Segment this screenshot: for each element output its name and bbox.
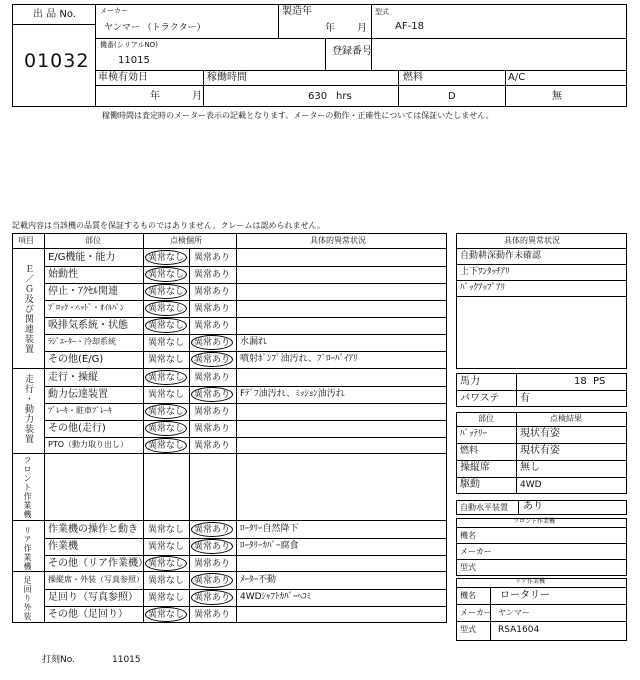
maker-label: メーカー [100, 7, 128, 15]
row-part: 動力伝達装置 [48, 389, 108, 400]
option-normal: 異常なし [148, 390, 185, 400]
circle-mark-abnormal [191, 590, 233, 605]
part-value-battery: 現状有姿 [520, 428, 560, 439]
option-abnormal: 異常あり [194, 270, 231, 280]
row-part: 足回り（写真参照） [48, 592, 138, 603]
option-normal: 異常なし [148, 270, 185, 280]
part-label-cab: 操縦席 [460, 462, 490, 473]
row-part: ﾗｼﾞｴｰﾀｰ・冷却系統 [48, 337, 116, 346]
option-normal: 異常なし [148, 576, 185, 586]
option-abnormal: 異常あり [194, 576, 231, 586]
row-part: その他(E/G) [48, 354, 104, 365]
inspection-label: 車検有効日 [98, 72, 148, 83]
hours-note: 稼働時間は査定時のメーター表示の記載となります。メーターの動作・正確性については保証いたしません。 [102, 111, 494, 120]
power-label: 馬力 [460, 376, 480, 387]
circle-mark-abnormal [191, 539, 233, 554]
option-abnormal: 異常あり [194, 338, 231, 348]
circle-mark-normal [145, 267, 187, 282]
auto-level-value: あり [523, 501, 543, 512]
model-value: AF-18 [395, 21, 424, 32]
rear-name-label: 機名 [460, 591, 476, 600]
circle-mark-normal [145, 607, 187, 622]
option-normal: 異常なし [148, 407, 185, 417]
option-normal: 異常なし [148, 542, 185, 552]
abnormal-item-2: 上下ﾜﾝﾀｯﾁｱﾘ [460, 267, 510, 277]
group-title-chassis: 足回り外装 [23, 576, 32, 621]
part-label-fuel: 燃料 [460, 446, 479, 456]
option-abnormal: 異常あり [194, 593, 231, 603]
registration-label: 登録番号 [332, 46, 372, 57]
row-part: 操縦席・外装（写真参照） [48, 575, 144, 584]
row-part: ﾌﾞﾚｰｷ・駐車ﾌﾞﾚｰｷ [48, 406, 112, 415]
row-part: 吸排気系統・状態 [48, 320, 128, 331]
part-value-drive: 4WD [520, 480, 542, 490]
option-normal: 異常なし [148, 373, 185, 383]
row-detail: ﾛｰﾀﾘｰｶﾊﾞｰ腐食 [240, 541, 299, 551]
header-part: 部位 [85, 236, 101, 245]
option-abnormal: 異常あり [194, 559, 231, 569]
power-steering-label: パワステ [460, 393, 500, 404]
row-detail: 水漏れ [240, 337, 268, 347]
row-part: 停止・ｱｸｾﾙ関連 [48, 286, 118, 297]
rear-maker-label: メーカー [460, 608, 492, 617]
abnormal-header: 具体的異常状況 [504, 236, 560, 245]
option-normal: 異常なし [148, 525, 185, 535]
front-name-label: 機名 [460, 531, 476, 540]
auto-level-label: 自動水平装置 [460, 503, 508, 512]
option-abnormal: 異常あり [194, 525, 231, 535]
row-part: 作業機の操作と動き [48, 524, 138, 535]
row-detail: 噴射ﾎﾟﾝﾌﾟ油汚れ、ﾌﾞﾛｰﾊﾞｲｱﾘ [240, 354, 358, 364]
serial-number: 01032 [24, 50, 90, 72]
circle-mark-normal [145, 370, 187, 385]
row-part: PTO（動力取り出し） [48, 440, 129, 449]
group-title-drive: 走行・動力装置 [23, 374, 33, 444]
option-abnormal: 異常あり [194, 287, 231, 297]
machine-no-label: 機番(シリアルNO) [100, 41, 158, 49]
hours-label: 稼働時間 [207, 72, 247, 83]
option-normal: 異常なし [148, 338, 185, 348]
row-part: 始動性 [48, 269, 78, 280]
abnormal-item-1: 自動耕深動作未確認 [460, 251, 542, 261]
part-label-battery: ﾊﾞｯﾃﾘｰ [460, 429, 488, 439]
option-normal: 異常なし [148, 355, 185, 365]
circle-mark-normal [145, 404, 187, 419]
option-normal: 異常なし [148, 610, 185, 620]
front-implement-header: フロント作業機 [513, 518, 556, 525]
rear-model-label: 型式 [460, 625, 476, 634]
option-normal: 異常なし [148, 304, 185, 314]
inspection-month-unit: 月 [192, 91, 202, 102]
row-part: その他(走行) [48, 423, 106, 434]
option-normal: 異常なし [148, 287, 185, 297]
option-normal: 異常なし [148, 559, 185, 569]
parts-header: 部位 [478, 414, 494, 423]
circle-mark-normal [145, 421, 187, 436]
option-normal: 異常なし [148, 424, 185, 434]
option-abnormal: 異常あり [194, 373, 231, 383]
fuel-label: 燃料 [403, 72, 423, 83]
circle-mark-normal [145, 250, 187, 265]
fuel-value: D [448, 91, 456, 102]
circle-mark-normal [145, 438, 187, 453]
front-model-label: 型式 [460, 563, 476, 572]
year-unit: 年 [325, 23, 335, 34]
circle-mark-abnormal [191, 573, 233, 588]
row-detail: ﾒｰﾀｰ不動 [240, 575, 277, 585]
option-abnormal: 異常あり [194, 304, 231, 314]
row-part: E/G機能・能力 [48, 252, 116, 263]
row-part: 走行・操縦 [48, 372, 98, 383]
circle-mark-normal [145, 284, 187, 299]
part-value-fuel: 現状有姿 [520, 445, 560, 456]
circle-mark-abnormal [191, 522, 233, 537]
header-check: 点検個所 [170, 236, 202, 245]
option-normal: 異常なし [148, 593, 185, 603]
circle-mark-normal [145, 556, 187, 571]
power-value: 18 [574, 376, 587, 387]
stamp-label: 打刻No. [42, 655, 75, 665]
option-normal: 異常なし [148, 321, 185, 331]
power-steering-value: 有 [520, 393, 530, 404]
hours-unit: hrs [336, 91, 352, 102]
row-part: ﾌﾞﾛｯｸ・ﾍｯﾄﾞ・ｵｲﾙﾊﾟﾝ [48, 303, 124, 312]
rear-name-value: ロータリー [500, 590, 550, 601]
year-label: 製造年 [282, 6, 312, 17]
part-value-cab: 無し [520, 462, 540, 473]
circle-mark-abnormal [191, 335, 233, 350]
machine-no-value: 11015 [118, 55, 150, 66]
circle-mark-abnormal [191, 387, 233, 402]
row-part: その他（リア作業機） [48, 558, 148, 569]
option-normal: 異常なし [148, 253, 185, 263]
month-unit: 月 [357, 23, 367, 34]
stamp-value: 11015 [112, 655, 141, 665]
option-abnormal: 異常あり [194, 355, 231, 365]
row-part: その他（足回り） [48, 609, 128, 620]
result-header: 点検結果 [550, 414, 582, 423]
ac-label: A/C [508, 72, 526, 83]
serial-label: 出 品 No. [33, 9, 76, 20]
option-abnormal: 異常あり [194, 610, 231, 620]
header-item: 項目 [18, 236, 34, 245]
circle-mark-normal [145, 318, 187, 333]
hours-value: 630 [308, 91, 328, 102]
model-label: 型式 [375, 8, 389, 16]
rear-model-value: RSA1604 [498, 625, 540, 635]
option-abnormal: 異常あり [194, 407, 231, 417]
rear-implement-header: リア作業機 [515, 578, 546, 585]
option-abnormal: 異常あり [194, 390, 231, 400]
group-title-front: フロント作業機 [23, 456, 32, 519]
option-abnormal: 異常あり [194, 321, 231, 331]
ac-value: 無 [552, 91, 562, 102]
option-abnormal: 異常あり [194, 542, 231, 552]
row-part: 作業機 [48, 541, 78, 552]
row-detail: Fﾃﾞﾌ油汚れ、ﾐｯｼｮﾝ油汚れ [240, 389, 345, 399]
inspection-year-unit: 年 [150, 91, 160, 102]
part-label-drive: 駆動 [460, 479, 480, 490]
row-detail: 4WDｼｬﾌﾄｶﾊﾞｰﾍｺﾐ [240, 592, 312, 602]
circle-mark-normal [145, 301, 187, 316]
option-abnormal: 異常あり [194, 253, 231, 263]
row-detail: ﾛｰﾀﾘｰ自然降下 [240, 524, 299, 534]
group-title-engine: Ｅ／Ｇ及び関連装置 [23, 264, 33, 354]
abnormal-item-3: ﾊﾞｯｸｱｯﾌﾟｱﾘ [460, 283, 506, 293]
header-detail: 具体的異常状況 [310, 236, 366, 245]
maker-value: ヤンマー （トラクター） [104, 23, 206, 33]
group-title-rear: リア作業機 [23, 526, 32, 571]
disclaimer: 記載内容は当該機の品質を保証するものではありません。クレームは認められません。 [12, 221, 325, 230]
option-normal: 異常なし [148, 441, 185, 451]
option-abnormal: 異常あり [194, 424, 231, 434]
option-abnormal: 異常あり [194, 441, 231, 451]
front-maker-label: メーカー [460, 547, 492, 556]
power-unit: PS [593, 376, 606, 387]
circle-mark-abnormal [191, 352, 233, 367]
rear-maker-value: ヤンマー [498, 608, 530, 617]
